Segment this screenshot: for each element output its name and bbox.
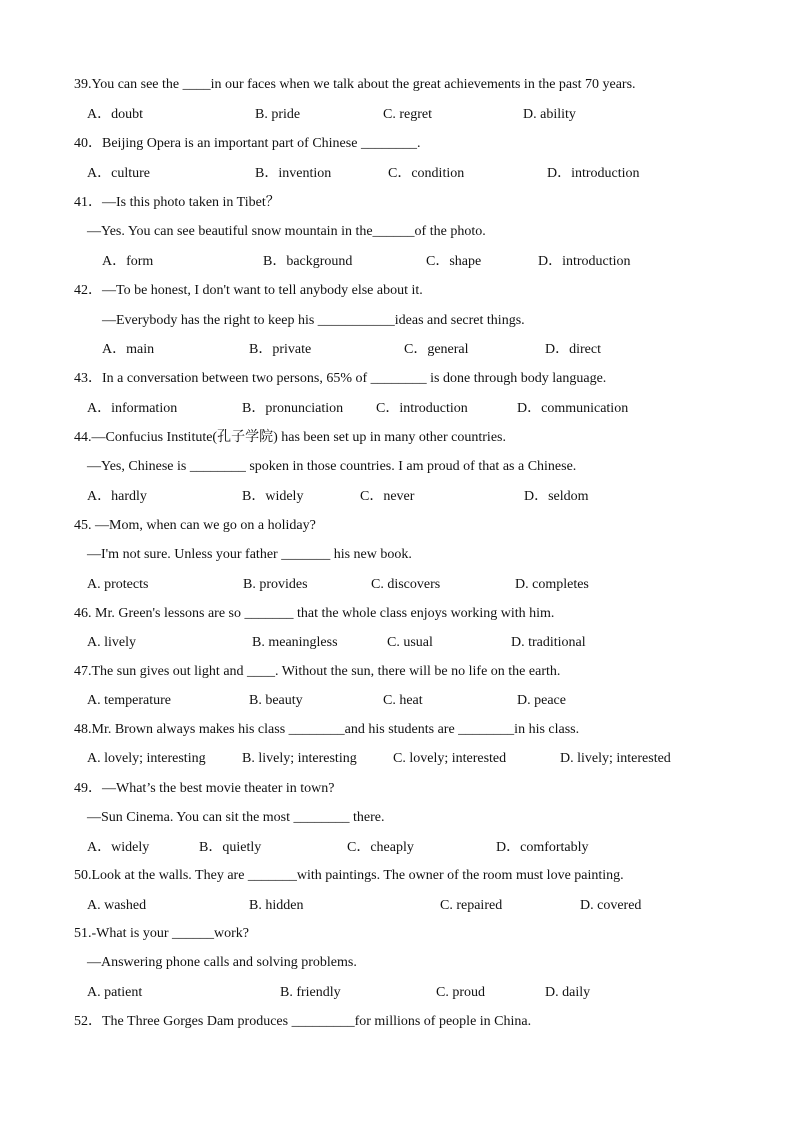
- q39-option-c: C. regret: [383, 107, 432, 122]
- q49-option-a: A．widely: [87, 840, 150, 855]
- q41-option-c: C．shape: [426, 254, 482, 269]
- q46-option-d: D. traditional: [511, 635, 586, 650]
- q40-option-a: A．culture: [87, 166, 150, 181]
- question-43-stem: 43．In a conversation between two persons, 65% of ________ is done through body language.: [74, 371, 607, 386]
- question-48-stem: 48.Mr. Brown always makes his class ________and his students are ________in his class.: [74, 722, 580, 737]
- question-46-stem: 46. Mr. Green's lessons are so _______ that the whole class enjoys working with him.: [74, 606, 555, 621]
- question-50-stem: 50.Look at the walls. They are _______with paintings. The owner of the room must love painting.: [74, 868, 624, 883]
- question-40-stem: 40．Beijing Opera is an important part of Chinese ________.: [74, 136, 421, 151]
- q39-option-b: B. pride: [255, 107, 301, 122]
- q45-option-b: B. provides: [243, 577, 308, 592]
- question-51-stem: 51.-What is your ______work?: [74, 926, 249, 941]
- question-42-reply: —Everybody has the right to keep his ___________ideas and secret things.: [102, 313, 525, 328]
- q50-option-c: C. repaired: [440, 898, 503, 913]
- question-47-stem: 47.The sun gives out light and ____. Without the sun, there will be no life on the earth.: [74, 664, 561, 679]
- question-49-stem: 49．—What’s the best movie theater in town?: [74, 781, 335, 796]
- q43-option-a: A．information: [87, 401, 178, 416]
- q49-option-c: C．cheaply: [347, 840, 414, 855]
- q40-option-c: C．condition: [388, 166, 465, 181]
- q43-option-d: D．communication: [517, 401, 629, 416]
- q44-option-b: B．widely: [242, 489, 304, 504]
- q45-option-d: D. completes: [515, 577, 589, 592]
- q42-option-a: A．main: [102, 342, 155, 357]
- question-51-reply: —Answering phone calls and solving problems.: [87, 955, 357, 970]
- question-41-reply: —Yes. You can see beautiful snow mountain in the______of the photo.: [87, 224, 486, 239]
- q49-option-d: D．comfortably: [496, 840, 589, 855]
- q48-option-d: D. lively; interested: [560, 751, 671, 766]
- q46-option-b: B. meaningless: [252, 635, 338, 650]
- question-44-reply: —Yes, Chinese is ________ spoken in those countries. I am proud of that as a Chinese.: [87, 459, 577, 474]
- q44-option-d: D．seldom: [524, 489, 589, 504]
- q43-option-b: B．pronunciation: [242, 401, 344, 416]
- q49-option-b: B．quietly: [199, 840, 262, 855]
- q50-option-b: B. hidden: [249, 898, 304, 913]
- q45-option-a: A. protects: [87, 577, 149, 592]
- q40-option-d: D．introduction: [547, 166, 640, 181]
- q51-option-a: A. patient: [87, 985, 143, 1000]
- question-41-stem: 41．—Is this photo taken in Tibet？: [74, 195, 280, 210]
- q47-option-d: D. peace: [517, 693, 566, 708]
- q41-option-d: D．introduction: [538, 254, 631, 269]
- q41-option-a: A．form: [102, 254, 154, 269]
- question-52-stem: 52．The Three Gorges Dam produces _________for millions of people in China.: [74, 1014, 532, 1029]
- q50-option-d: D. covered: [580, 898, 642, 913]
- q48-option-b: B. lively; interesting: [242, 751, 357, 766]
- q47-option-c: C. heat: [383, 693, 423, 708]
- q43-option-c: C．introduction: [376, 401, 468, 416]
- q44-option-a: A．hardly: [87, 489, 147, 504]
- q51-option-d: D. daily: [545, 985, 591, 1000]
- q50-option-a: A. washed: [87, 898, 147, 913]
- question-45-reply: —I'm not sure. Unless your father _______ his new book.: [87, 547, 412, 562]
- q39-option-d: D. ability: [523, 107, 576, 122]
- question-42-stem: 42．—To be honest, I don't want to tell anybody else about it.: [74, 283, 423, 298]
- q48-option-c: C. lovely; interested: [393, 751, 507, 766]
- q48-option-a: A. lovely; interesting: [87, 751, 206, 766]
- q42-option-d: D．direct: [545, 342, 601, 357]
- question-44-stem: 44.—Confucius Institute(孔子学院) has been set up in many other countries.: [74, 430, 506, 445]
- question-45-stem: 45. —Mom, when can we go on a holiday?: [74, 518, 316, 533]
- q51-option-b: B. friendly: [280, 985, 341, 1000]
- q42-option-b: B．private: [249, 342, 312, 357]
- q42-option-c: C．general: [404, 342, 469, 357]
- q47-option-b: B. beauty: [249, 693, 303, 708]
- question-49-reply: —Sun Cinema. You can sit the most ________ there.: [87, 810, 385, 825]
- q51-option-c: C. proud: [436, 985, 485, 1000]
- q40-option-b: B．invention: [255, 166, 332, 181]
- question-39-stem: 39.You can see the ____in our faces when we talk about the great achievements in the past 70 years.: [74, 77, 636, 92]
- q39-option-a: A．doubt: [87, 107, 143, 122]
- q45-option-c: C. discovers: [371, 577, 441, 592]
- q46-option-c: C. usual: [387, 635, 433, 650]
- q46-option-a: A. lively: [87, 635, 136, 650]
- q47-option-a: A. temperature: [87, 693, 171, 708]
- q44-option-c: C．never: [360, 489, 415, 504]
- q41-option-b: B．background: [263, 254, 353, 269]
